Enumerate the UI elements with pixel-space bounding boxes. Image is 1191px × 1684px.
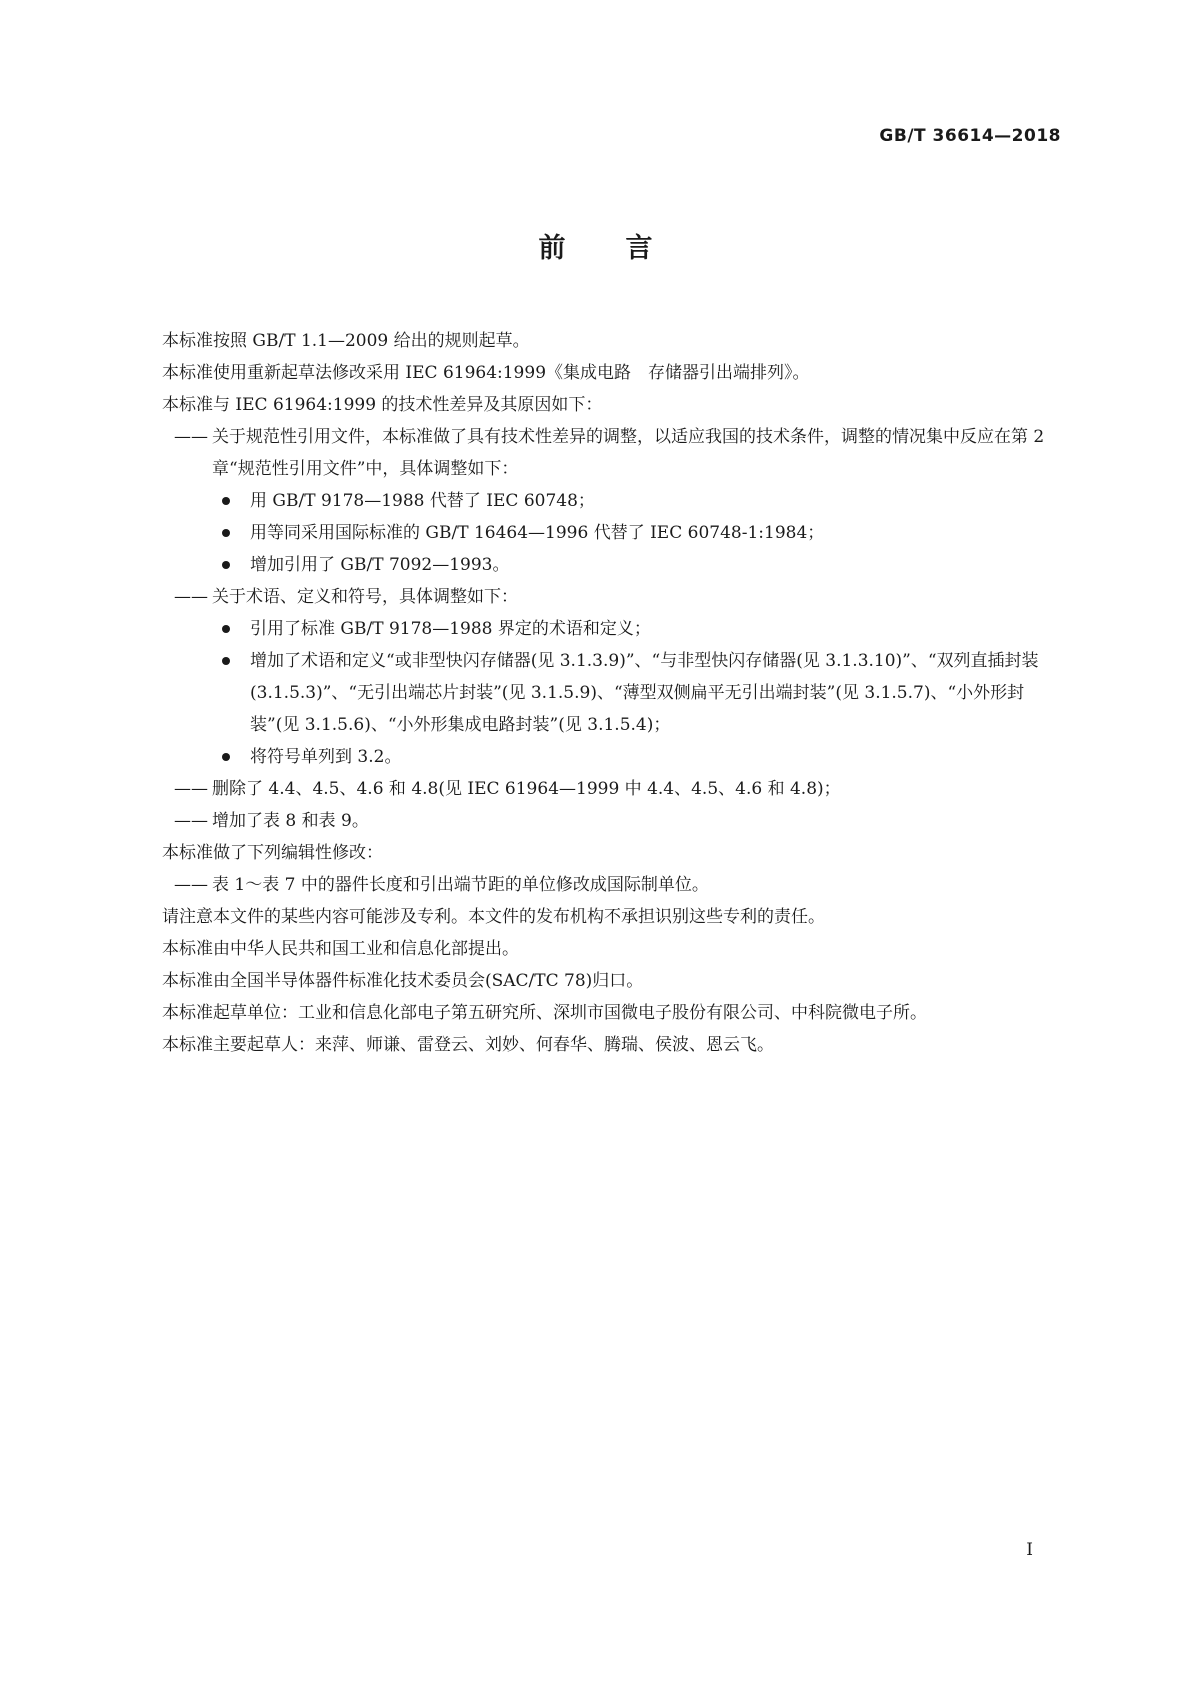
dash-item-text: 关于术语、定义和符号，具体调整如下： [212, 587, 518, 607]
bullet-text: 将符号单列到 3.2。 [250, 747, 402, 767]
bullet-dot-icon [222, 753, 230, 761]
dash-mark: —— [174, 875, 208, 895]
page-number: I [1026, 1540, 1033, 1560]
bullet-item [128, 741, 1062, 773]
dash-item-terms [128, 581, 1062, 613]
bullet-item [128, 485, 1062, 517]
dash-item-normative-references [128, 421, 1062, 485]
title-char-2: 言 [625, 233, 653, 264]
paragraph-differences-intro: 本标准与 IEC 61964:1999 的技术性差异及其原因如下： [162, 395, 603, 415]
foreword-body [128, 325, 1062, 1061]
dash-item-text: 关于规范性引用文件，本标准做了具有技术性差异的调整，以适应我国的技术条件，调整的情况集中反应在第 2 章“规范性引用文件”中，具体调整如下： [212, 427, 1045, 479]
bullet-text: 用等同采用国际标准的 GB/T 16464—1996 代替了 IEC 60748-1:1984； [250, 523, 825, 543]
bullet-text: 增加引用了 GB/T 7092—1993。 [250, 555, 510, 575]
bullet-text: 引用了标准 GB/T 9178—1988 界定的术语和定义； [250, 619, 651, 639]
bullet-dot-icon [222, 625, 230, 633]
bullet-item [128, 645, 1062, 741]
dash-item-text: 表 1～表 7 中的器件长度和引出端节距的单位修改成国际制单位。 [212, 875, 709, 895]
paragraph-centralized-by: 本标准由全国半导体器件标准化技术委员会(SAC/TC 78)归口。 [162, 971, 644, 991]
dash-mark: —— [174, 811, 208, 831]
dash-mark: —— [174, 427, 208, 447]
bullet-dot-icon [222, 561, 230, 569]
bullet-text: 用 GB/T 9178—1988 代替了 IEC 60748； [250, 491, 595, 511]
paragraph-drafters: 本标准主要起草人：来萍、师谦、雷登云、刘妙、何春华、腾瑞、侯波、恩云飞。 [162, 1035, 774, 1055]
bullet-dot-icon [222, 657, 230, 665]
paragraph-drafting-units: 本标准起草单位：工业和信息化部电子第五研究所、深圳市国微电子股份有限公司、中科院微电子所。 [162, 1003, 927, 1023]
dash-mark: —— [174, 587, 208, 607]
page-title [0, 226, 1191, 265]
paragraph-proposed-by: 本标准由中华人民共和国工业和信息化部提出。 [162, 939, 519, 959]
bullet-item [128, 517, 1062, 549]
bullet-text: 增加了术语和定义“或非型快闪存储器(见 3.1.3.9)”、“与非型快闪存储器(见 3.1.3.10)”、“双列直插封装(3.1.5.3)”、“无引出端芯片封装”(见 3.1.5.9)、“薄型双侧扁平无引出端封装”(见 3.1.5.7)、“小外形封装”(见 3.1.5.6)、“小外形集成电路封装”(见 3.1.5.4)； [250, 651, 1039, 735]
bullet-dot-icon [222, 529, 230, 537]
dash-mark: —— [174, 779, 208, 799]
document-number: GB/T 36614—2018 [879, 126, 1061, 146]
dash-item-deletions [128, 773, 1062, 805]
bullet-item [128, 613, 1062, 645]
bullet-item [128, 549, 1062, 581]
paragraph-patent-notice: 请注意本文件的某些内容可能涉及专利。本文件的发布机构不承担识别这些专利的责任。 [162, 907, 825, 927]
dash-item-text: 删除了 4.4、4.5、4.6 和 4.8(见 IEC 61964—1999 中 4.4、4.5、4.6 和 4.8)； [212, 779, 841, 799]
dash-item-additions [128, 805, 1062, 837]
dash-item-text: 增加了表 8 和表 9。 [212, 811, 369, 831]
bullet-dot-icon [222, 497, 230, 505]
paragraph-adoption: 本标准使用重新起草法修改采用 IEC 61964:1999《集成电路 存储器引出端排列》。 [162, 363, 810, 383]
dash-item-units [128, 869, 1062, 901]
paragraph-drafting-rules: 本标准按照 GB/T 1.1—2009 给出的规则起草。 [162, 331, 530, 351]
paragraph-editorial-intro: 本标准做了下列编辑性修改： [162, 843, 383, 863]
title-char-1: 前 [538, 233, 566, 264]
